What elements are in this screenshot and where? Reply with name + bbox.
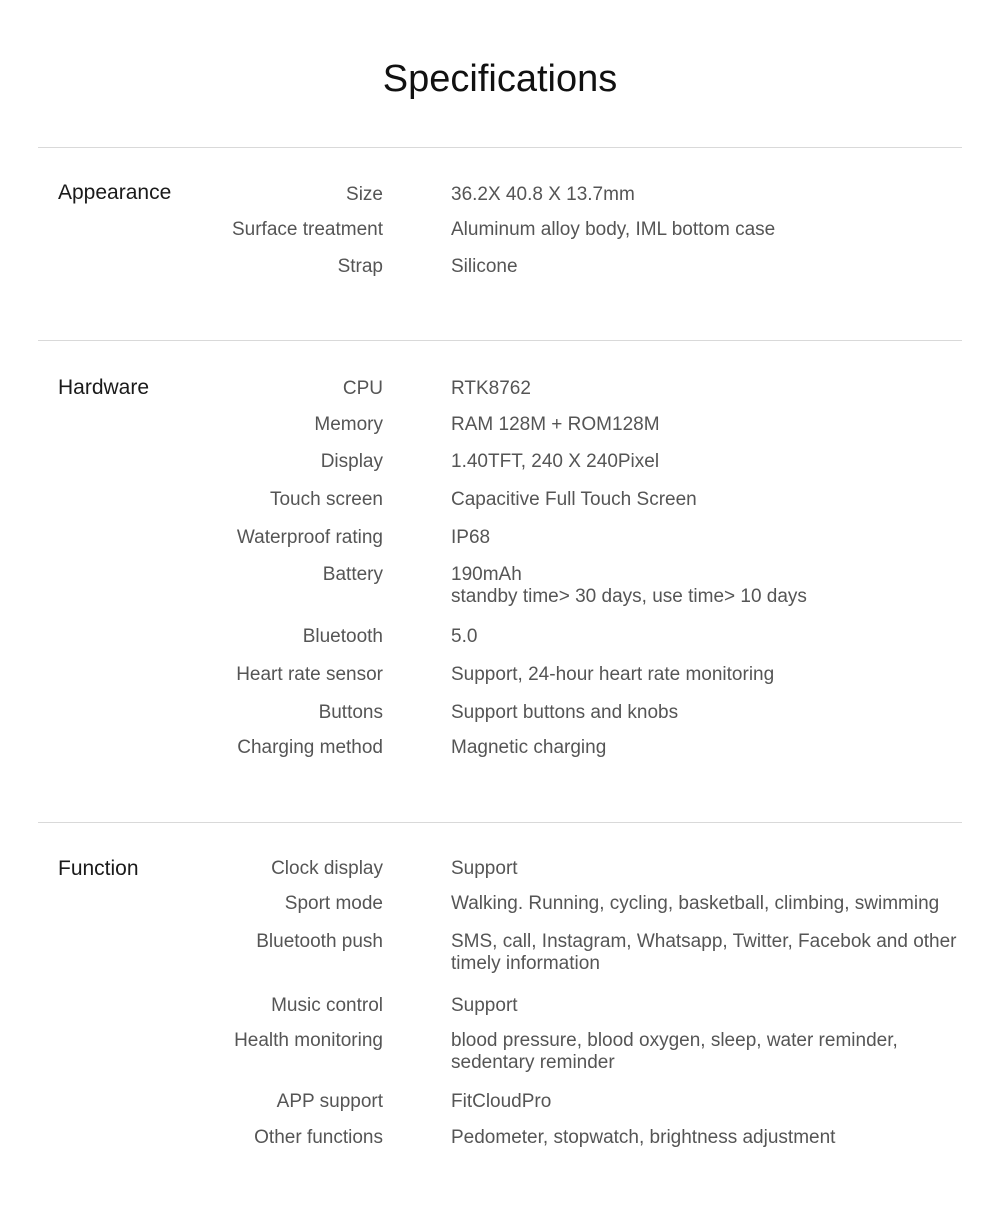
spec-value-line: IP68 <box>451 527 491 548</box>
spec-value-line: RAM 128M + ROM128M <box>451 414 660 435</box>
spec-value-line: Support buttons and knobs <box>451 702 679 723</box>
spec-value <box>451 702 981 724</box>
spec-value <box>451 1091 981 1113</box>
spec-value <box>451 664 981 686</box>
spec-value-line: standby time> 30 days, use time> 10 days <box>451 586 807 607</box>
spec-label: Heart rate sensor <box>236 664 383 685</box>
spec-label: Clock display <box>271 858 383 879</box>
spec-value-line: timely information <box>451 953 600 974</box>
spec-value-line: Support <box>451 858 518 879</box>
spec-label: Battery <box>322 564 383 585</box>
spec-value <box>451 995 981 1017</box>
spec-value <box>451 527 981 549</box>
spec-value <box>451 489 981 511</box>
spec-label: Memory <box>314 414 383 435</box>
spec-label: Strap <box>337 256 383 277</box>
spec-label: Bluetooth <box>302 626 383 647</box>
spec-label: Touch screen <box>269 489 383 510</box>
section-divider <box>38 147 962 148</box>
spec-value <box>451 256 981 278</box>
spec-value <box>451 219 981 241</box>
spec-label: Other functions <box>254 1127 383 1148</box>
spec-value <box>451 1030 981 1074</box>
spec-value-line: 190mAh <box>451 564 522 585</box>
spec-value-line: Silicone <box>451 256 518 277</box>
spec-label: Sport mode <box>284 893 383 914</box>
spec-label: Display <box>320 451 383 472</box>
spec-value-line: Support, 24-hour heart rate monitoring <box>451 664 775 685</box>
spec-label: Surface treatment <box>231 219 383 240</box>
spec-value-line: Magnetic charging <box>451 737 607 758</box>
spec-value-line: Support <box>451 995 518 1016</box>
spec-value-line: blood pressure, blood oxygen, sleep, water reminder, <box>451 1030 898 1051</box>
spec-label: Music control <box>271 995 383 1016</box>
spec-label: Size <box>346 184 383 205</box>
section-divider <box>38 822 962 823</box>
spec-label: APP support <box>276 1091 383 1112</box>
section-title: Appearance <box>58 181 172 204</box>
spec-value-line: Capacitive Full Touch Screen <box>451 489 697 510</box>
spec-value-line: sedentary reminder <box>451 1052 615 1073</box>
section-title: Hardware <box>58 376 150 399</box>
spec-value <box>451 564 981 608</box>
spec-value-line: 5.0 <box>451 626 478 647</box>
spec-value <box>451 737 981 759</box>
spec-value-line: FitCloudPro <box>451 1091 552 1112</box>
spec-label: CPU <box>342 378 383 399</box>
spec-label: Buttons <box>318 702 383 723</box>
spec-value-line: Pedometer, stopwatch, brightness adjustment <box>451 1127 836 1148</box>
spec-value-line: RTK8762 <box>451 378 531 399</box>
spec-value-line: Walking. Running, cycling, basketball, climbing, swimming <box>451 893 940 914</box>
spec-value <box>451 451 981 473</box>
spec-value <box>451 893 981 915</box>
spec-label: Waterproof rating <box>236 527 383 548</box>
spec-value-line: 36.2X 40.8 X 13.7mm <box>451 184 635 205</box>
spec-value-line: SMS, call, Instagram, Whatsapp, Twitter, Facebok and other <box>451 931 957 952</box>
section-divider <box>38 340 962 341</box>
spec-value <box>451 414 981 436</box>
spec-label: Bluetooth push <box>256 931 383 952</box>
section-title: Function <box>58 857 139 880</box>
spec-value-line: Aluminum alloy body, IML bottom case <box>451 219 776 240</box>
spec-value-line: 1.40TFT, 240 X 240Pixel <box>451 451 660 472</box>
spec-value <box>451 184 981 206</box>
spec-value <box>451 378 981 400</box>
spec-label: Health monitoring <box>234 1030 383 1051</box>
spec-value <box>451 931 981 975</box>
spec-label: Charging method <box>237 737 383 758</box>
page-title: Specifications <box>382 58 618 100</box>
spec-value <box>451 1127 981 1149</box>
spec-value <box>451 626 981 648</box>
spec-value <box>451 858 981 880</box>
